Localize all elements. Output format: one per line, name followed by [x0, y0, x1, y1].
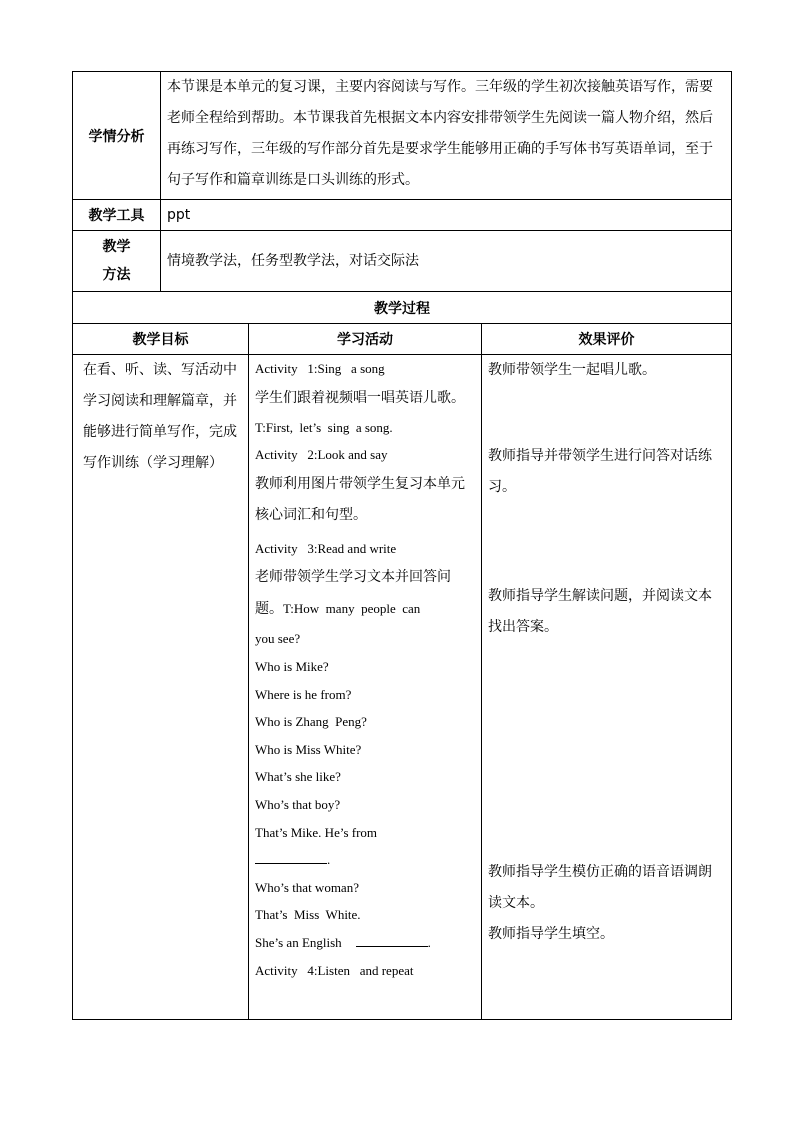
lesson-plan-table — [72, 71, 732, 1020]
question-what-is-she-like: What’s she like? — [255, 769, 341, 785]
teaching-method-label — [73, 231, 161, 292]
student-analysis-content: 本节课是本单元的复习课，主要内容阅读与写作。三年级的学生初次接触英语写作，需要老师全程给到帮助。本节课我首先根据文本内容安排带领学生先阅读一篇人物介绍，然后再练习写作，三年级的写作部分首先是要求学生能够用正确的手写体书写英语单词，至于句子写作和篇章训练是口头训练的形式。 — [161, 72, 732, 200]
teaching-tools-label: 教学工具 — [73, 200, 161, 231]
fill-blank-2 — [356, 932, 428, 947]
activity-1-title: Activity 1:Sing a song — [255, 361, 385, 376]
column-header-row — [73, 324, 732, 355]
evaluation-5: 教师指导学生填空。 — [488, 926, 614, 942]
question-who-is-that-woman: Who’s that woman? — [255, 879, 359, 895]
question-where-from: Where is he from? — [255, 686, 352, 702]
evaluation-1: 教师带领学生一起唱儿歌。 — [488, 362, 656, 378]
evaluation-cell — [482, 355, 732, 1020]
student-analysis-row — [73, 72, 732, 200]
teaching-goal-cell — [73, 355, 249, 1020]
sentence-miss-white: That’s Miss White. — [255, 907, 361, 923]
activity-1-teacher-line: T:First, let’s sing a song. — [255, 419, 393, 435]
teaching-method-row — [73, 231, 732, 292]
teaching-method-content: 情境教学法，任务型教学法，对话交际法 — [161, 231, 732, 292]
column-header-activity: 学习活动 — [249, 324, 482, 355]
column-header-evaluation: 效果评价 — [482, 324, 732, 355]
question-who-is-miss-white: Who is Miss White? — [255, 741, 362, 757]
student-analysis-label: 学情分析 — [73, 72, 161, 200]
teaching-tools-row — [73, 200, 732, 231]
activity-3-teacher-line: T:How many people can — [283, 601, 421, 617]
lesson-plan-page — [72, 71, 731, 1020]
activity-2-desc: 教师利用图片带领学生复习本单元核心词汇和句型。 — [255, 475, 465, 523]
activity-3-desc — [255, 562, 475, 625]
process-title: 教学过程 — [73, 292, 732, 324]
process-title-row — [73, 292, 732, 324]
teaching-tools-content: ppt — [161, 200, 732, 231]
learning-activity-cell — [249, 355, 482, 1020]
teaching-method-label-line1: 教学 — [102, 239, 131, 255]
activity-4-title: Activity 4:Listen and repeat — [255, 962, 414, 978]
activity-3-title: Activity 3:Read and write — [255, 540, 397, 556]
activity-3-desc-zh: 老师带领学生学习文本并回答问题。 — [255, 569, 451, 618]
fill-blank-line-2 — [255, 929, 475, 957]
activity-1-desc: 学生们跟着视频唱一唱英语儿歌。 — [255, 389, 465, 406]
question-who-is-that-boy: Who’s that boy? — [255, 796, 341, 812]
evaluation-3: 教师指导学生解读问题，并阅读文本找出答案。 — [488, 588, 712, 635]
evaluation-2: 教师指导并带领学生进行问答对话练习。 — [488, 448, 712, 495]
column-header-goal: 教学目标 — [73, 324, 249, 355]
teaching-goal-text: 在看、听、读、写活动中学习阅读和理解篇章，并能够进行简单写作，完成写作训练（学习理解） — [83, 362, 237, 471]
process-body-row — [73, 355, 732, 1020]
fill-blank-1-period: . — [327, 852, 331, 868]
fill-blank-2-period: . — [427, 934, 431, 950]
teaching-method-label-line2: 方法 — [102, 267, 131, 283]
activity-2-title: Activity 2:Look and say — [255, 447, 388, 463]
sentence-mike-from: That’s Mike. He’s from — [255, 824, 378, 840]
sentence-english-prefix: She’s an English — [255, 934, 342, 950]
fill-blank-1 — [255, 849, 327, 864]
activity-3-teacher-line-2: you see? — [255, 631, 301, 647]
fill-blank-line-1 — [255, 846, 475, 874]
question-who-is-zhang-peng: Who is Zhang Peng? — [255, 714, 367, 730]
evaluation-4: 教师指导学生模仿正确的语音语调朗读文本。 — [488, 864, 712, 911]
question-who-is-mike: Who is Mike? — [255, 658, 329, 674]
